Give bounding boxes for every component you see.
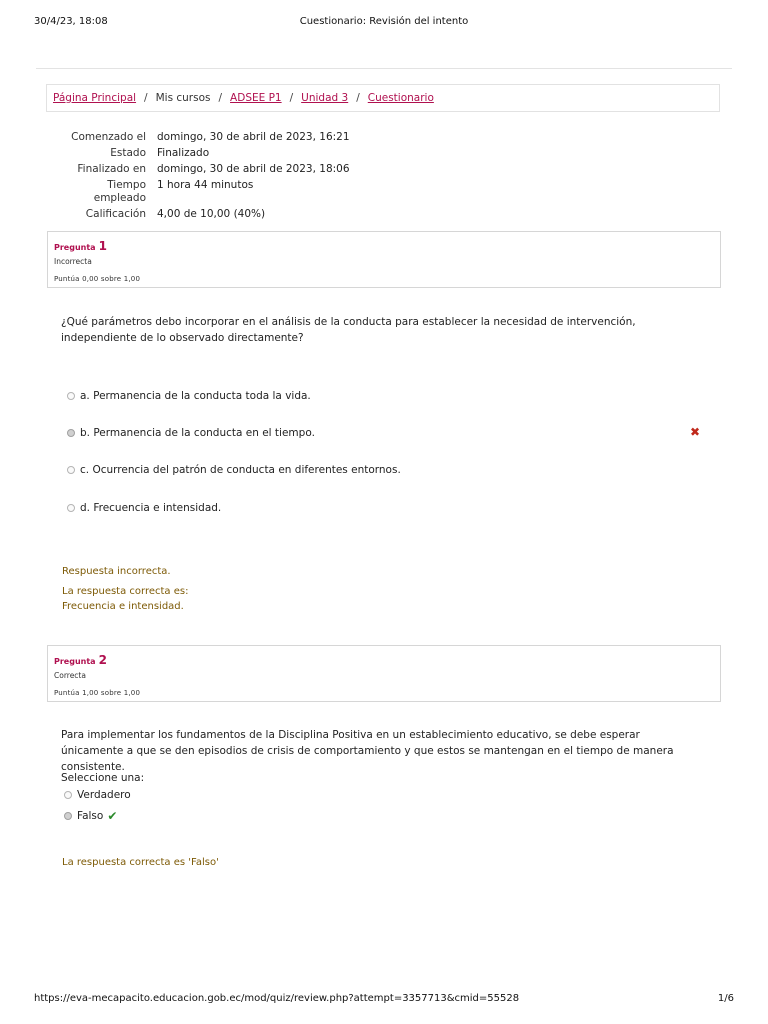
question-2-text: Para implementar los fundamentos de la Disciplina Positiva en un establecimiento educativo, se debe esperar únicamente a que se den episodios de crisis de comportamiento y que estos se mantengan en el tiempo de manera consistente. — [61, 729, 674, 773]
summary-label-line: Tiempo — [107, 179, 146, 191]
summary-value: domingo, 30 de abril de 2023, 18:06 — [157, 163, 350, 175]
breadcrumb-home-link[interactable]: Página Principal — [53, 92, 137, 104]
summary-row-started — [46, 131, 350, 144]
radio-button-selected[interactable] — [64, 812, 72, 820]
breadcrumb-separator: / — [144, 92, 148, 104]
option-label: Falso — [77, 810, 104, 822]
summary-row-finished — [46, 163, 350, 176]
question-state: Correcta — [54, 671, 86, 680]
print-url: https://eva-mecapacito.educacion.gob.ec/mod/quiz/review.php?attempt=3357713&cmid=55528 — [34, 993, 520, 1004]
question-number: 1 — [98, 239, 107, 253]
question-1-feedback — [62, 564, 188, 614]
summary-row-state — [46, 147, 350, 160]
radio-button[interactable] — [67, 392, 75, 400]
question-1-option-a[interactable] — [67, 390, 311, 402]
breadcrumb-separator: / — [218, 92, 223, 104]
feedback-right-answer-label: La respuesta correcta es: — [62, 586, 189, 597]
summary-label — [46, 179, 146, 205]
question-1-option-d[interactable] — [67, 502, 221, 514]
summary-value: Finalizado — [157, 147, 210, 159]
print-page-number: 1/6 — [717, 993, 734, 1004]
summary-label: Calificación — [85, 208, 146, 220]
breadcrumb-separator: / — [356, 92, 360, 104]
question-label: Pregunta — [54, 657, 96, 666]
question-2-info — [47, 645, 721, 702]
question-2-feedback — [62, 855, 219, 870]
radio-button[interactable] — [64, 791, 72, 799]
feedback-result: Respuesta incorrecta. — [62, 566, 171, 577]
x-mark-icon: ✖ — [690, 425, 701, 439]
option-label: d. Frecuencia e intensidad. — [80, 502, 222, 514]
summary-label: Estado — [110, 147, 146, 159]
question-number: 2 — [98, 653, 107, 667]
feedback-right-answer: Frecuencia e intensidad. — [62, 601, 184, 612]
option-label: a. Permanencia de la conducta toda la vida. — [80, 390, 311, 402]
breadcrumb-separator: / — [289, 92, 294, 104]
question-1-option-c[interactable] — [67, 464, 401, 476]
question-2-option-false[interactable] — [64, 809, 117, 823]
summary-label: Comenzado el — [71, 131, 146, 143]
summary-value: domingo, 30 de abril de 2023, 16:21 — [157, 131, 350, 143]
breadcrumb-unit-link[interactable]: Unidad 3 — [301, 92, 349, 104]
summary-value: 1 hora 44 minutos — [157, 179, 254, 191]
breadcrumb — [46, 84, 720, 112]
print-datetime: 30/4/23, 18:08 — [34, 16, 108, 27]
breadcrumb-my-courses: Mis cursos — [155, 92, 211, 104]
check-icon: ✔ — [107, 809, 118, 823]
summary-label-line: empleado — [93, 192, 146, 204]
option-label: b. Permanencia de la conducta en el tiempo. — [80, 427, 315, 439]
question-2-option-true[interactable] — [64, 789, 131, 801]
summary-row-time — [46, 179, 350, 205]
divider — [36, 68, 732, 69]
attempt-summary — [46, 131, 350, 224]
print-header — [0, 16, 768, 32]
feedback-right-answer: La respuesta correcta es 'Falso' — [62, 857, 219, 868]
question-grade: Puntúa 1,00 sobre 1,00 — [54, 689, 141, 697]
question-state: Incorrecta — [54, 257, 92, 266]
question-1-text: ¿Qué parámetros debo incorporar en el análisis de la conducta para establecer la necesidad de intervención, independiente de lo observado directamente? — [61, 316, 636, 344]
summary-value: 4,00 de 10,00 (40%) — [157, 208, 266, 220]
question-2-prompt: Seleccione una: — [61, 772, 145, 784]
radio-button[interactable] — [67, 504, 75, 512]
option-label: Verdadero — [77, 789, 131, 801]
radio-button-selected[interactable] — [67, 429, 75, 437]
summary-row-grade — [46, 208, 350, 221]
breadcrumb-quiz-link[interactable]: Cuestionario — [367, 92, 434, 104]
radio-button[interactable] — [67, 466, 75, 474]
summary-label: Finalizado en — [77, 163, 146, 175]
question-grade: Puntúa 0,00 sobre 1,00 — [54, 275, 141, 283]
option-label: c. Ocurrencia del patrón de conducta en diferentes entornos. — [80, 464, 401, 476]
print-title: Cuestionario: Revisión del intento — [299, 16, 469, 27]
question-1-info — [47, 231, 721, 288]
breadcrumb-course-link[interactable]: ADSEE P1 — [230, 92, 282, 104]
question-1-option-b[interactable] — [67, 427, 315, 439]
question-label: Pregunta — [54, 243, 96, 252]
